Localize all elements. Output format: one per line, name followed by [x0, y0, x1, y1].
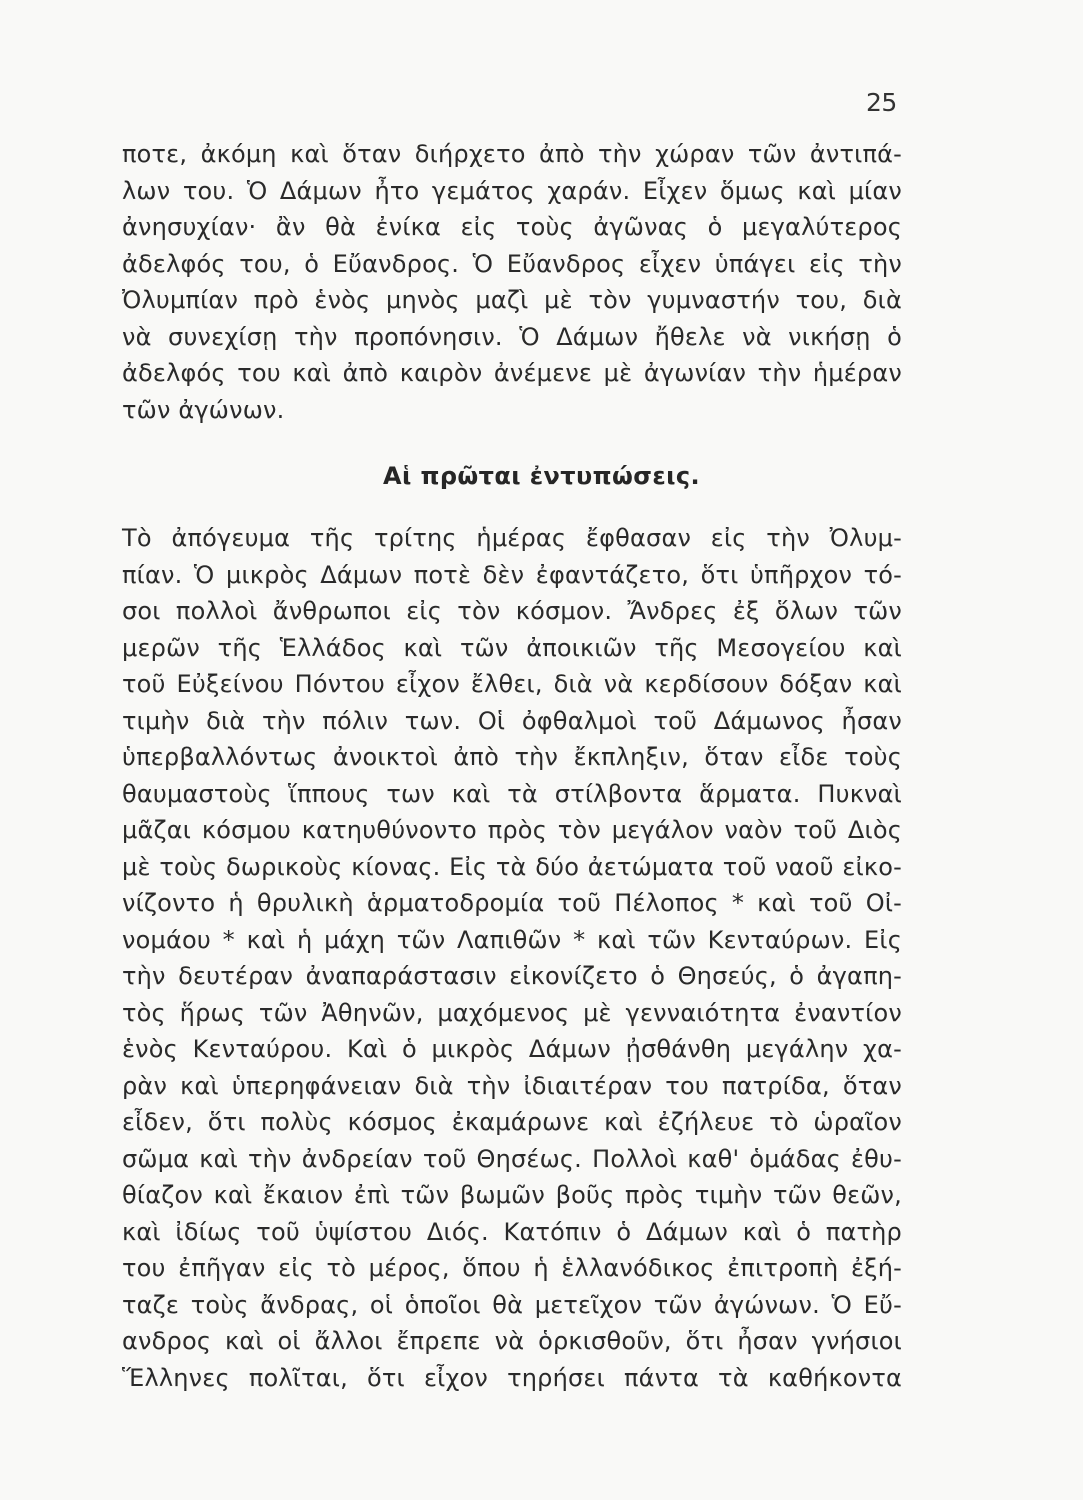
text-line: μὲ τοὺς δωρικοὺς κίονας. Εἰς τὰ δύο ἀετώματα τοῦ ναοῦ εἰκο-	[122, 852, 902, 881]
text-line: τὸς ἥρως τῶν Ἀθηνῶν, μαχόμενος μὲ γενναιότητα ἐναντίον	[122, 998, 902, 1027]
text-line: τοῦ Εὐξείνου Πόντου εἶχον ἔλθει, διὰ νὰ κερδίσουν δόξαν καὶ	[122, 670, 902, 698]
text-line: θίαζον καὶ ἔκαιον ἐπὶ τῶν βωμῶν βοῦς πρὸς τιμὴν τῶν θεῶν,	[122, 1181, 902, 1209]
text-line: Ὀλυμπίαν πρὸ ἑνὸς μηνὸς μαζὶ μὲ τὸν γυμναστήν του, διὰ	[122, 286, 902, 314]
text-line: θαυμαστοὺς ἵππους των καὶ τὰ στίλβοντα ἅρματα. Πυκναὶ	[122, 779, 902, 808]
text-line: σοι πολλοὶ ἄνθρωποι εἰς τὸν κόσμον. Ἄνδρες ἐξ ὅλων τῶν	[122, 597, 902, 625]
text-line: πίαν. Ὁ μικρὸς Δάμων ποτὲ δὲν ἐφαντάζετο, ὅτι ὑπῆρχον τό-	[122, 560, 902, 589]
text-line: νομάου * καὶ ἡ μάχη τῶν Λαπιθῶν * καὶ τῶν Κενταύρων. Εἰς	[122, 925, 902, 954]
text-line: ἀδελφός του, ὁ Εὔανδρος. Ὁ Εὔανδρος εἶχεν ὑπάγει εἰς τὴν	[122, 249, 902, 278]
text-line: ἀδελφός του καὶ ἀπὸ καιρὸν ἀνέμενε μὲ ἀγωνίαν τὴν ἡμέραν	[122, 359, 902, 387]
paragraph-2	[122, 520, 902, 1396]
text-line: μᾶζαι κόσμου κατηυθύνοντο πρὸς τὸν μεγάλον ναὸν τοῦ Διὸς	[122, 816, 902, 844]
text-line: τῶν ἀγώνων.	[122, 395, 285, 424]
text-line: μερῶν τῆς Ἑλλάδος καὶ τῶν ἀποικιῶν τῆς Μεσογείου καὶ	[122, 633, 902, 662]
text-line: ἑνὸς Κενταύρου. Καὶ ὁ μικρὸς Δάμων ᾐσθάνθη μεγάλην χα-	[122, 1035, 902, 1063]
text-line: καὶ ἰδίως τοῦ ὑψίστου Διός. Κατόπιν ὁ Δάμων καὶ ὁ πατὴρ	[122, 1217, 902, 1246]
text-line: τὴν δευτέραν ἀναπαράστασιν εἰκονίζετο ὁ Θησεύς, ὁ ἀγαπη-	[122, 962, 902, 990]
text-line: σῶμα καὶ τὴν ἀνδρείαν τοῦ Θησέως. Πολλοὶ καθ' ὁμάδας ἐθυ-	[122, 1144, 902, 1173]
text-line: Τὸ ἀπόγευμα τῆς τρίτης ἡμέρας ἔφθασαν εἰς τὴν Ὀλυμ-	[122, 524, 902, 552]
text-line: νίζοντο ἡ θρυλικὴ ἁρματοδρομία τοῦ Πέλοπος * καὶ τοῦ Οἰ-	[122, 889, 902, 917]
text-line: Ἕλληνες πολῖται, ὅτι εἶχον τηρήσει πάντα τὰ καθήκοντα	[122, 1363, 902, 1392]
text-line: εἶδεν, ὅτι πολὺς κόσμος ἐκαμάρωνε καὶ ἐζήλευε τὸ ὡραῖον	[122, 1108, 902, 1136]
paragraph-1	[122, 136, 902, 428]
section-heading: Αἱ πρῶται ἐντυπώσεις.	[382, 462, 701, 490]
text-line: νὰ συνεχίσῃ τὴν προπόνησιν. Ὁ Δάμων ἤθελε νὰ νικήσῃ ὁ	[122, 322, 902, 351]
text-line: του ἐπῆγαν εἰς τὸ μέρος, ὅπου ἡ ἑλλανόδικος ἐπιτροπὴ ἐξή-	[122, 1254, 902, 1282]
page-number: 25	[866, 88, 897, 117]
text-line: ταζε τοὺς ἄνδρας, οἱ ὁποῖοι θὰ μετεῖχον τῶν ἀγώνων. Ὁ Εὔ-	[122, 1290, 902, 1319]
text-line: λων του. Ὁ Δάμων ἦτο γεμάτος χαράν. Εἶχεν ὅμως καὶ μίαν	[122, 176, 902, 205]
text-line: ὑπερβαλλόντως ἀνοικτοὶ ἀπὸ τὴν ἔκπληξιν, ὅταν εἶδε τοὺς	[122, 743, 902, 771]
text-line: ρὰν καὶ ὑπερηφάνειαν διὰ τὴν ἰδιαιτέραν του πατρίδα, ὅταν	[122, 1071, 902, 1100]
text-line: ανδρος καὶ οἱ ἄλλοι ἔπρεπε νὰ ὁρκισθοῦν, ὅτι ἦσαν γνήσιοι	[122, 1327, 902, 1355]
text-line: ποτε, ἀκόμη καὶ ὅταν διήρχετο ἀπὸ τὴν χώραν τῶν ἀντιπά-	[122, 140, 902, 168]
text-line: ἀνησυχίαν· ἂν θὰ ἐνίκα εἰς τοὺς ἀγῶνας ὁ μεγαλύτερος	[122, 213, 902, 241]
text-line: τιμὴν διὰ τὴν πόλιν των. Οἱ ὀφθαλμοὶ τοῦ Δάμωνος ἦσαν	[122, 706, 902, 735]
